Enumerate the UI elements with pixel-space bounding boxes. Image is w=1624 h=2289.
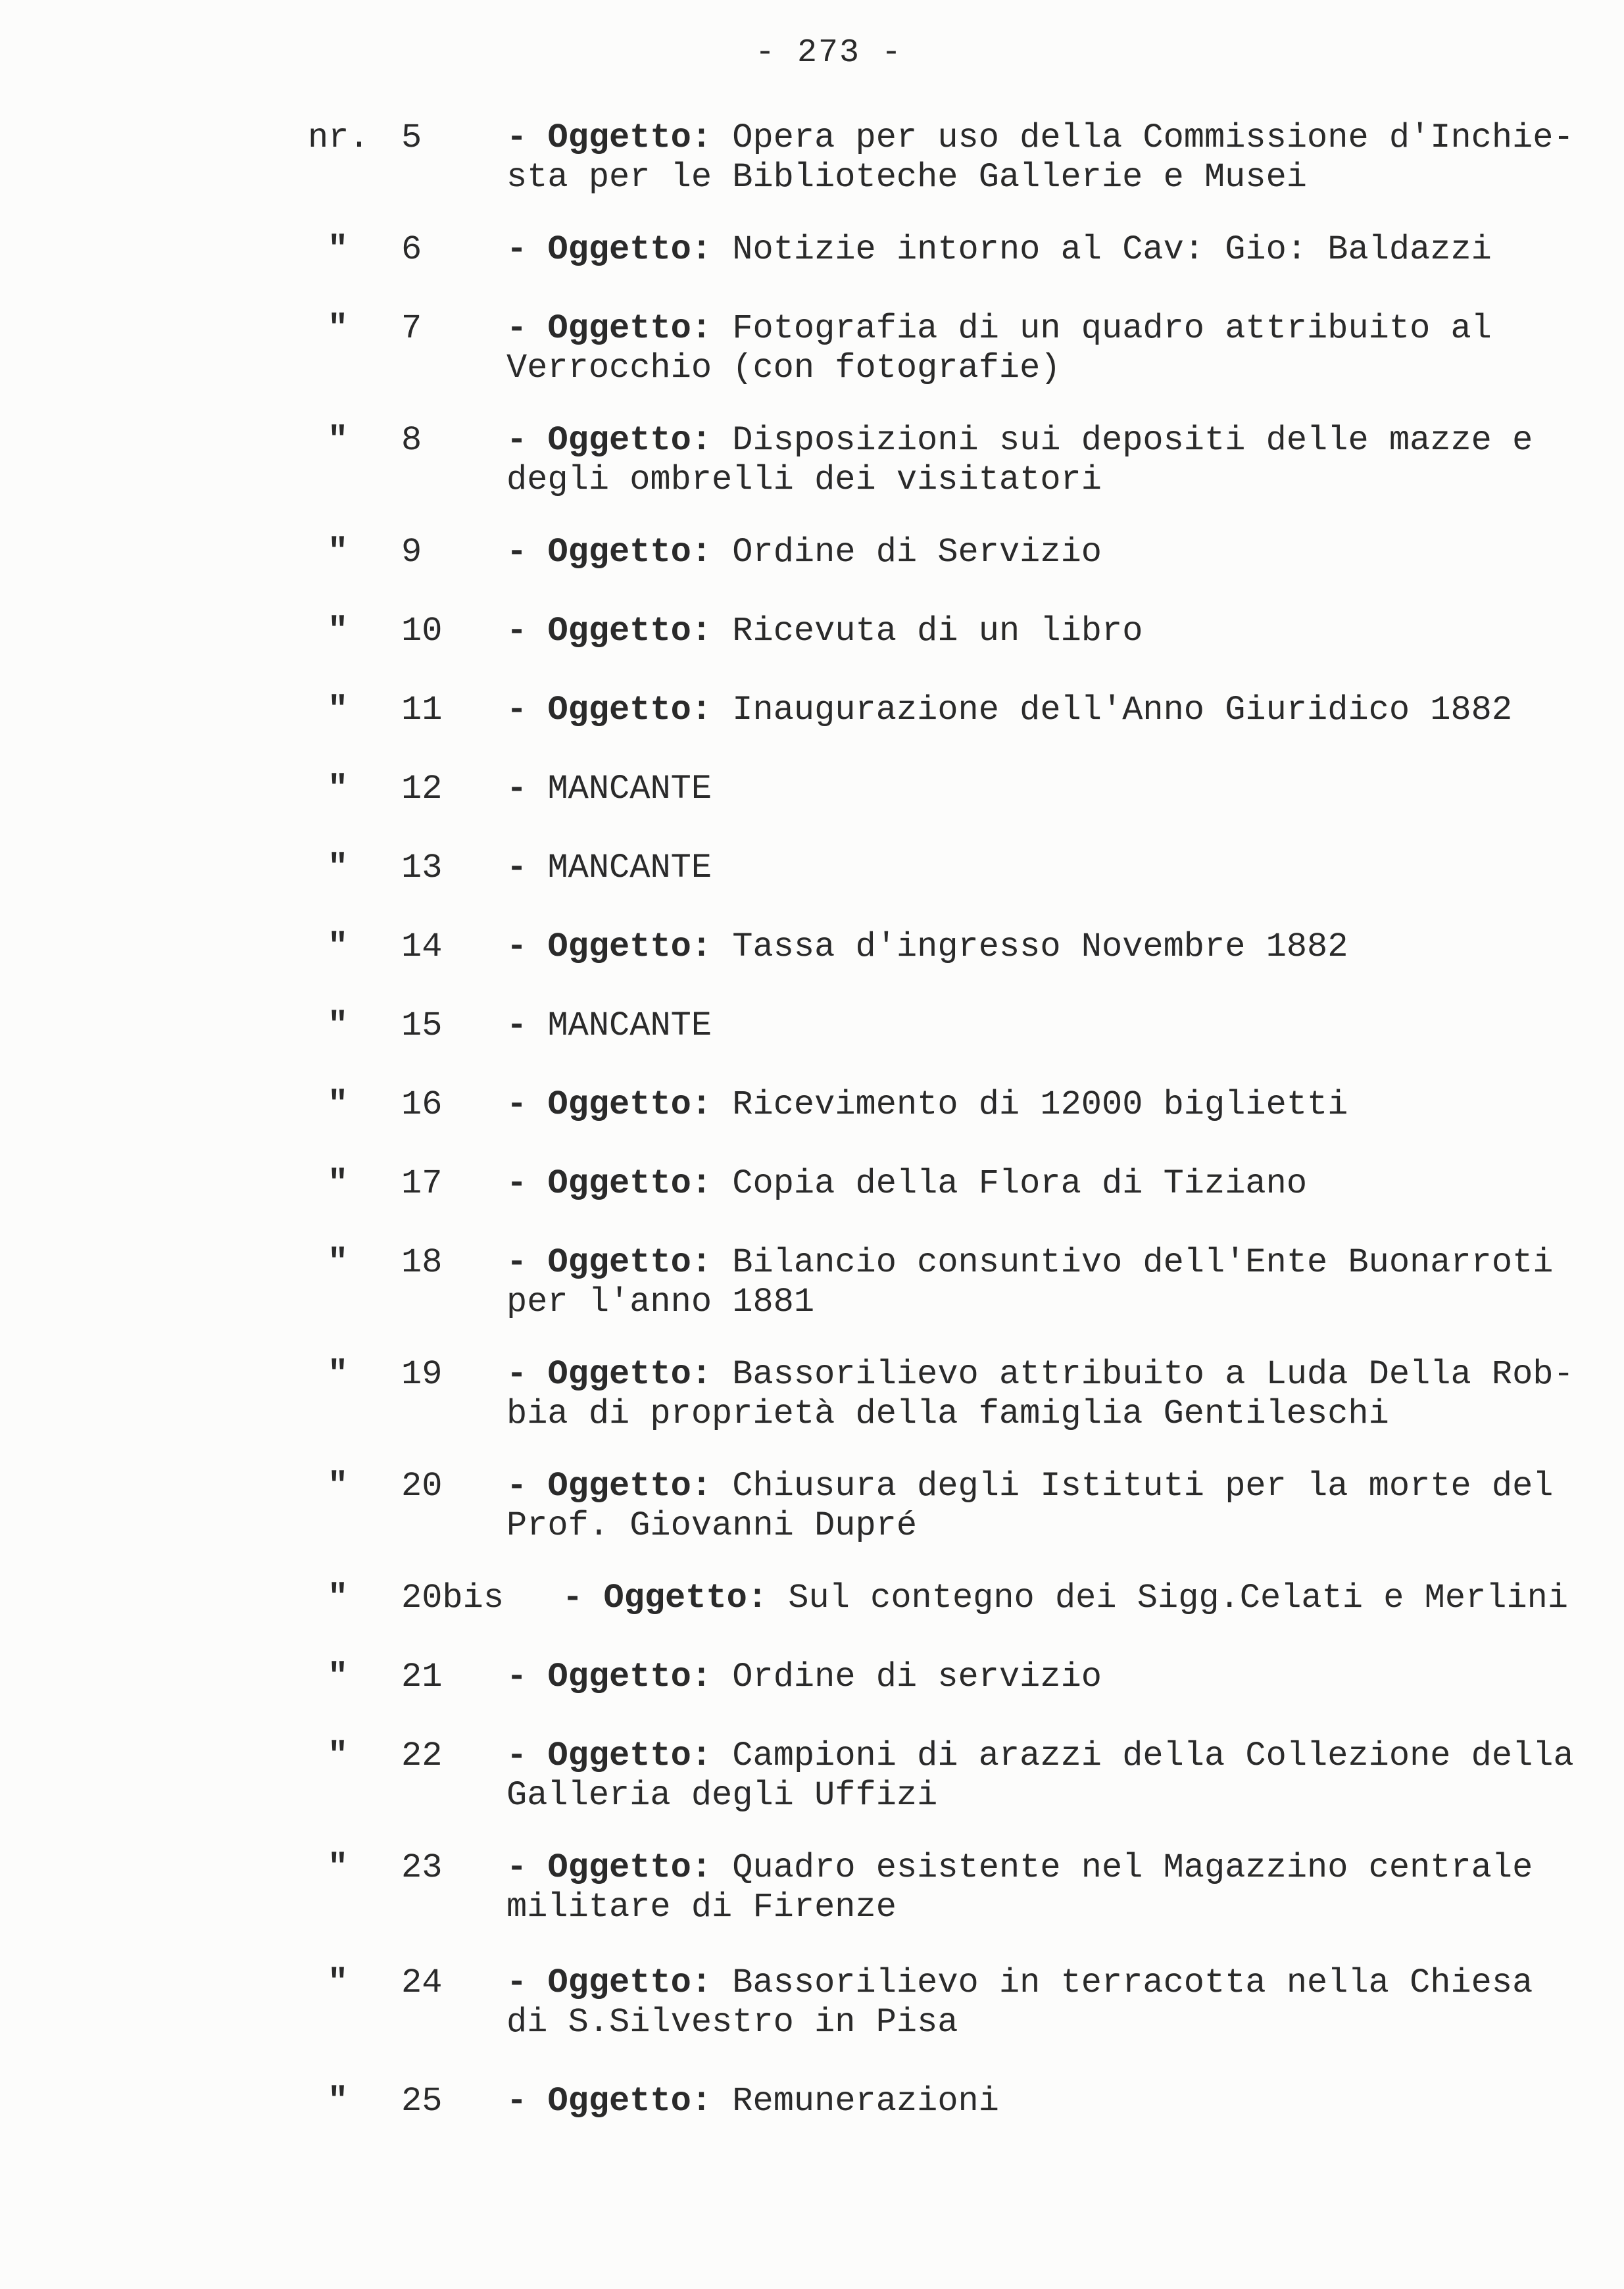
entry-body <box>506 2082 1546 2121</box>
entry-body <box>506 1085 1546 1125</box>
entry-body <box>506 230 1546 270</box>
entry-number: 16 <box>401 1085 443 1124</box>
ditto-mark: " <box>328 1658 349 1696</box>
ditto-mark: " <box>328 1736 349 1775</box>
entry-number: 15 <box>401 1006 443 1045</box>
ditto-mark: " <box>328 1579 349 1617</box>
subject-label: Oggetto: <box>547 2082 712 2121</box>
entry-number: 9 <box>401 533 422 572</box>
ditto-mark: " <box>328 1848 349 1887</box>
entry-dash: - <box>506 2082 528 2121</box>
entry-number: 21 <box>401 1658 443 1696</box>
ditto-mark: " <box>328 1006 349 1045</box>
subject-label: Oggetto: <box>547 1164 712 1203</box>
entry-body <box>506 1164 1546 1204</box>
entry-number: 19 <box>401 1355 443 1394</box>
entry-number: 23 <box>401 1848 443 1887</box>
entry-body <box>506 118 1574 197</box>
subject-text: Bassorilievo attribuito a Luda Della Rob- <box>732 1355 1574 1394</box>
subject-text: Chiusura degli Istituti per la morte del <box>732 1467 1554 1506</box>
entry-body <box>562 1579 1602 1618</box>
subject-text: Remunerazioni <box>732 2082 999 2121</box>
entry-number: 7 <box>401 309 422 348</box>
subject-text: Quadro esistente nel Magazzino centrale <box>732 1848 1533 1887</box>
subject-text: Ordine di Servizio <box>732 533 1102 572</box>
entry-body <box>506 691 1546 730</box>
ditto-mark: " <box>328 1355 349 1394</box>
subject-label: Oggetto: <box>547 1848 712 1887</box>
subject-text: Opera per uso della Commissione d'Inchie- <box>732 118 1574 157</box>
entry-body <box>506 927 1546 967</box>
ditto-mark: " <box>328 1467 349 1506</box>
ditto-mark: " <box>328 849 349 887</box>
subject-label: Oggetto: <box>547 1243 712 1282</box>
subject-text: Copia della Flora di Tiziano <box>732 1164 1308 1203</box>
ditto-mark: " <box>328 612 349 651</box>
subject-label: Oggetto: <box>603 1579 768 1617</box>
entry-body <box>506 1963 1546 2042</box>
ditto-mark: " <box>328 927 349 966</box>
subject-label: Oggetto: <box>547 691 712 729</box>
entry-dash: - <box>506 1848 528 1887</box>
subject-text: Campioni di arazzi della Collezione della <box>732 1736 1574 1775</box>
subject-text: Sul contegno dei Sigg.Celati e Merlini <box>788 1579 1569 1617</box>
ditto-mark: " <box>328 1243 349 1282</box>
entry-body <box>506 533 1546 572</box>
entry-dash: - <box>506 612 528 651</box>
entry-dash: - <box>506 770 528 808</box>
subject-text-continued: Galleria degli Uffizi <box>506 1776 938 1815</box>
entry-body <box>506 1006 1546 1046</box>
entry-number: 12 <box>401 770 443 808</box>
entry-number: 11 <box>401 691 443 729</box>
entry-number: 20bis <box>401 1579 504 1617</box>
entry-dash: - <box>506 691 528 729</box>
entry-number: 5 <box>401 118 422 157</box>
entry-dash: - <box>506 1658 528 1696</box>
subject-label: Oggetto: <box>547 612 712 651</box>
subject-label: Oggetto: <box>547 118 712 157</box>
entry-dash: - <box>506 533 528 572</box>
entry-dash: - <box>506 1164 528 1203</box>
subject-text: Tassa d'ingresso Novembre 1882 <box>732 927 1348 966</box>
entry-dash: - <box>506 230 528 269</box>
entry-dash: - <box>506 1085 528 1124</box>
missing-label: MANCANTE <box>547 1006 712 1045</box>
entry-body <box>506 309 1546 388</box>
entry-number: 14 <box>401 927 443 966</box>
entry-body <box>506 1848 1546 1927</box>
subject-text: Ricevimento di 12000 biglietti <box>732 1085 1348 1124</box>
entry-number: 22 <box>401 1736 443 1775</box>
ditto-mark: " <box>328 1963 349 2002</box>
entry-number: 8 <box>401 421 422 460</box>
subject-text: Inaugurazione dell'Anno Giuridico 1882 <box>732 691 1513 729</box>
ditto-mark: " <box>328 230 349 269</box>
ditto-mark: " <box>328 2082 349 2121</box>
subject-text-continued: Prof. Giovanni Dupré <box>506 1506 918 1545</box>
subject-label: Oggetto: <box>547 927 712 966</box>
subject-text-continued: bia di proprietà della famiglia Gentileschi <box>506 1394 1389 1433</box>
subject-text: Bassorilievo in terracotta nella Chiesa <box>732 1963 1533 2002</box>
subject-text-continued: degli ombrelli dei visitatori <box>506 460 1102 499</box>
subject-label: Oggetto: <box>547 1736 712 1775</box>
entry-dash: - <box>562 1579 583 1617</box>
ditto-mark: " <box>328 533 349 572</box>
ditto-mark: " <box>328 770 349 808</box>
entry-dash: - <box>506 1006 528 1045</box>
subject-label: Oggetto: <box>547 1658 712 1696</box>
entry-dash: - <box>506 1355 528 1394</box>
subject-text: Bilancio consuntivo dell'Ente Buonarroti <box>732 1243 1554 1282</box>
entry-dash: - <box>506 1963 528 2002</box>
subject-label: Oggetto: <box>547 309 712 348</box>
entry-number: 18 <box>401 1243 443 1282</box>
entry-dash: - <box>506 927 528 966</box>
entry-dash: - <box>506 309 528 348</box>
entry-body <box>506 1736 1574 1815</box>
entry-body <box>506 1658 1546 1697</box>
entry-number: 25 <box>401 2082 443 2121</box>
entry-body <box>506 612 1546 651</box>
subject-text: Fotografia di un quadro attribuito al <box>732 309 1492 348</box>
entry-dash: - <box>506 849 528 887</box>
subject-label: Oggetto: <box>547 230 712 269</box>
entry-dash: - <box>506 118 528 157</box>
subject-label: Oggetto: <box>547 1467 712 1506</box>
subject-label: Oggetto: <box>547 533 712 572</box>
entry-number: 24 <box>401 1963 443 2002</box>
entry-dash: - <box>506 1736 528 1775</box>
entry-number: 20 <box>401 1467 443 1506</box>
missing-label: MANCANTE <box>547 849 712 887</box>
subject-text: Ricevuta di un libro <box>732 612 1143 651</box>
ditto-mark: " <box>328 691 349 729</box>
entry-body <box>506 421 1546 500</box>
subject-text-continued: Verrocchio (con fotografie) <box>506 349 1061 387</box>
entry-body <box>506 849 1546 888</box>
page-number: - 273 - <box>754 34 903 72</box>
entry-number: 17 <box>401 1164 443 1203</box>
entry-body <box>506 770 1546 809</box>
ditto-mark: " <box>328 309 349 348</box>
ditto-mark: " <box>328 1085 349 1124</box>
entry-dash: - <box>506 1467 528 1506</box>
subject-label: Oggetto: <box>547 1085 712 1124</box>
entry-number: 6 <box>401 230 422 269</box>
number-prefix: nr. <box>308 118 370 157</box>
subject-text: Disposizioni sui depositi delle mazze e <box>732 421 1533 460</box>
subject-text: Ordine di servizio <box>732 1658 1102 1696</box>
entry-body <box>506 1243 1554 1322</box>
subject-text-continued: militare di Firenze <box>506 1888 897 1927</box>
ditto-mark: " <box>328 1164 349 1203</box>
subject-text: Notizie intorno al Cav: Gio: Baldazzi <box>732 230 1492 269</box>
entry-number: 10 <box>401 612 443 651</box>
subject-text-continued: per l'anno 1881 <box>506 1283 815 1321</box>
entry-body <box>506 1355 1574 1434</box>
subject-label: Oggetto: <box>547 421 712 460</box>
subject-label: Oggetto: <box>547 1963 712 2002</box>
entry-dash: - <box>506 421 528 460</box>
entry-body <box>506 1467 1554 1546</box>
subject-text-continued: di S.Silvestro in Pisa <box>506 2003 958 2042</box>
subject-text-continued: sta per le Biblioteche Gallerie e Musei <box>506 158 1307 197</box>
ditto-mark: " <box>328 421 349 460</box>
missing-label: MANCANTE <box>547 770 712 808</box>
entry-dash: - <box>506 1243 528 1282</box>
entry-number: 13 <box>401 849 443 887</box>
subject-label: Oggetto: <box>547 1355 712 1394</box>
